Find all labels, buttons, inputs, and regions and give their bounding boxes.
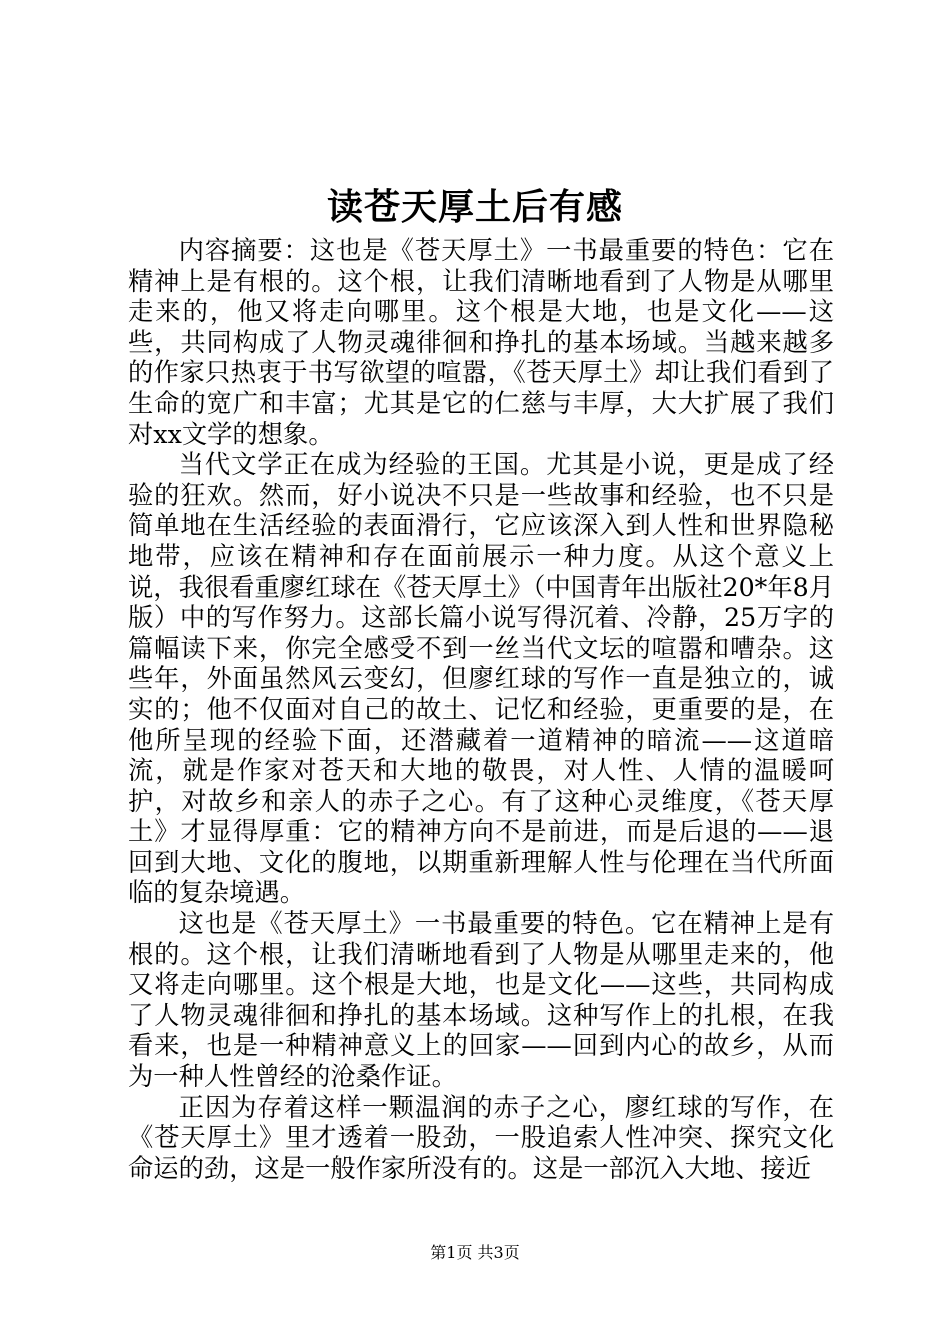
page-number-footer: 第1页 共3页 (430, 1243, 520, 1262)
paragraph-4: 正因为存着这样一颗温润的赤子之心，廖红球的写作，在《苍天厚土》里才透着一股劲，一股追索人性冲突、探究文化命运的劲，这是一般作家所没有的。这是一部沉入大地、接近 (128, 1092, 834, 1183)
paragraph-3: 这也是《苍天厚土》一书最重要的特色。它在精神上是有根的。这个根，让我们清晰地看到了人物是从哪里走来的，他又将走向哪里。这个根是大地，也是文化——这些，共同构成了人物灵魂徘徊和挣扎的基本场域。这种写作上的扎根，在我看来，也是一种精神意义上的回家——回到内心的故乡，从而为一种人性曾经的沧桑作证。 (128, 909, 834, 1092)
document-body (128, 236, 834, 1184)
document-title: 读苍天厚土后有感 (326, 186, 623, 228)
paragraph-2: 当代文学正在成为经验的王国。尤其是小说，更是成了经验的狂欢。然而，好小说决不只是一些故事和经验，也不只是简单地在生活经验的表面滑行，它应该深入到人性和世界隐秘地带，应该在精神和存在面前展示一种力度。从这个意义上说，我很看重廖红球在《苍天厚土》（中国青年出版社20*年8月版）中的写作努力。这部长篇小说写得沉着、冷静，25万字的篇幅读下来，你完全感受不到一丝当代文坛的喧嚣和嘈杂。这些年，外面虽然风云变幻，但廖红球的写作一直是独立的，诚实的；他不仅面对自己的故土、记忆和经验，更重要的是，在他所呈现的经验下面，还潜藏着一道精神的暗流——这道暗流，就是作家对苍天和大地的敬畏，对人性、人情的温暖呵护，对故乡和亲人的赤子之心。有了这种心灵维度，《苍天厚土》才显得厚重：它的精神方向不是前进，而是后退的——退回到大地、文化的腹地，以期重新理解人性与伦理在当代所面临的复杂境遇。 (128, 450, 835, 908)
paragraph-abstract: 内容摘要：这也是《苍天厚土》一书最重要的特色：它在精神上是有根的。这个根，让我们清晰地看到了人物是从哪里走来的，他又将走向哪里。这个根是大地，也是文化——这些，共同构成了人物灵魂徘徊和挣扎的基本场域。当越来越多的作家只热衷于书写欲望的喧嚣，《苍天厚土》却让我们看到了生命的宽广和丰富；尤其是它的仁慈与丰厚，大大扩展了我们对xx文学的想象。 (128, 236, 834, 449)
